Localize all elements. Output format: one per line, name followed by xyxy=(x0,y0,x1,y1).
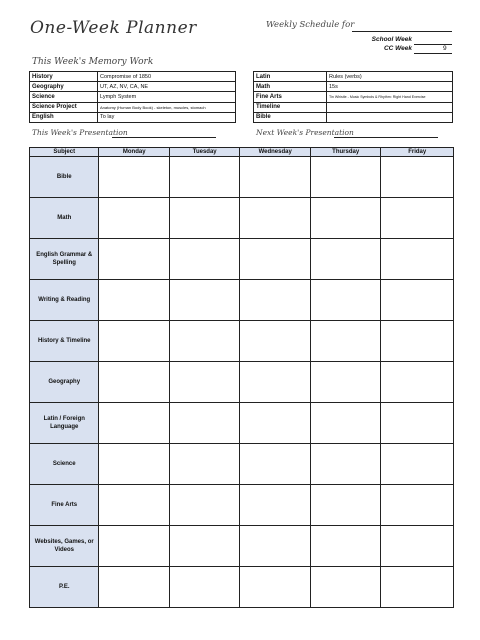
subject-label: Writing & Reading xyxy=(30,280,99,321)
memory-value[interactable]: Tin Whistle - Music Symbols & Rhythm: Right Hand Exercise xyxy=(327,92,453,102)
planner-cell-thursday[interactable] xyxy=(310,198,380,239)
planner-cell-tuesday[interactable] xyxy=(169,567,239,608)
planner-cell-friday[interactable] xyxy=(381,239,454,280)
memory-row xyxy=(254,82,453,92)
memory-subject: Bible xyxy=(254,112,327,122)
memory-subject: Geography xyxy=(30,82,98,92)
memory-value[interactable]: To lay xyxy=(98,112,236,122)
planner-cell-monday[interactable] xyxy=(99,403,169,444)
planner-cell-tuesday[interactable] xyxy=(169,403,239,444)
memory-subject: Math xyxy=(254,82,327,92)
next-week-presentation-field[interactable] xyxy=(334,137,438,138)
column-header-thursday: Thursday xyxy=(310,148,380,157)
memory-row xyxy=(30,112,236,122)
planner-cell-tuesday[interactable] xyxy=(169,280,239,321)
subject-label: Latin / Foreign Language xyxy=(30,403,99,444)
weekly-planner-grid xyxy=(29,147,454,608)
cc-week-value: 9 xyxy=(443,44,447,52)
planner-cell-wednesday[interactable] xyxy=(240,526,310,567)
memory-work-label: This Week's Memory Work xyxy=(32,57,154,67)
this-week-presentation-field[interactable] xyxy=(112,137,216,138)
next-week-presentation-label: Next Week's Presentation xyxy=(256,128,354,137)
memory-value[interactable]: Compromise of 1850 xyxy=(98,72,236,82)
memory-subject: Latin xyxy=(254,72,327,82)
column-header-wednesday: Wednesday xyxy=(240,148,310,157)
planner-cell-friday[interactable] xyxy=(381,321,454,362)
planner-cell-monday[interactable] xyxy=(99,321,169,362)
planner-cell-friday[interactable] xyxy=(381,526,454,567)
memory-value[interactable]: 15s xyxy=(327,82,453,92)
planner-row xyxy=(30,280,454,321)
weekly-schedule-label: Weekly Schedule for xyxy=(266,20,355,30)
planner-cell-monday[interactable] xyxy=(99,485,169,526)
planner-cell-tuesday[interactable] xyxy=(169,362,239,403)
memory-subject: Timeline xyxy=(254,102,327,112)
planner-cell-thursday[interactable] xyxy=(310,280,380,321)
planner-row xyxy=(30,403,454,444)
school-week-label: School Week xyxy=(371,36,412,43)
planner-cell-tuesday[interactable] xyxy=(169,198,239,239)
memory-subject: History xyxy=(30,72,98,82)
planner-row xyxy=(30,321,454,362)
planner-cell-friday[interactable] xyxy=(381,280,454,321)
planner-cell-wednesday[interactable] xyxy=(240,198,310,239)
column-header-monday: Monday xyxy=(99,148,169,157)
planner-cell-tuesday[interactable] xyxy=(169,321,239,362)
planner-cell-monday[interactable] xyxy=(99,280,169,321)
memory-subject: Science xyxy=(30,92,98,102)
planner-cell-wednesday[interactable] xyxy=(240,567,310,608)
planner-cell-monday[interactable] xyxy=(99,198,169,239)
planner-cell-tuesday[interactable] xyxy=(169,526,239,567)
planner-cell-thursday[interactable] xyxy=(310,403,380,444)
planner-cell-thursday[interactable] xyxy=(310,567,380,608)
planner-header-row xyxy=(30,148,454,157)
planner-row xyxy=(30,485,454,526)
planner-cell-monday[interactable] xyxy=(99,526,169,567)
planner-row xyxy=(30,198,454,239)
planner-cell-wednesday[interactable] xyxy=(240,280,310,321)
memory-value[interactable]: Lymph System xyxy=(98,92,236,102)
column-header-tuesday: Tuesday xyxy=(169,148,239,157)
column-header-subject: Subject xyxy=(30,148,99,157)
cc-week-field[interactable] xyxy=(414,53,452,54)
memory-row xyxy=(254,92,453,102)
planner-row xyxy=(30,567,454,608)
planner-cell-friday[interactable] xyxy=(381,403,454,444)
planner-cell-wednesday[interactable] xyxy=(240,403,310,444)
cc-week-label: CC Week xyxy=(383,45,412,52)
memory-value[interactable] xyxy=(327,112,453,122)
planner-cell-monday[interactable] xyxy=(99,239,169,280)
subject-label: Math xyxy=(30,198,99,239)
planner-cell-friday[interactable] xyxy=(381,444,454,485)
planner-cell-monday[interactable] xyxy=(99,444,169,485)
memory-row xyxy=(30,72,236,82)
planner-cell-friday[interactable] xyxy=(381,362,454,403)
planner-cell-tuesday[interactable] xyxy=(169,157,239,198)
planner-cell-tuesday[interactable] xyxy=(169,444,239,485)
planner-cell-wednesday[interactable] xyxy=(240,444,310,485)
memory-row xyxy=(30,92,236,102)
memory-subject: Science Project xyxy=(30,102,98,112)
this-week-presentation-label: This Week's Presentation xyxy=(32,128,128,137)
memory-subject: English xyxy=(30,112,98,122)
planner-cell-wednesday[interactable] xyxy=(240,485,310,526)
memory-value[interactable] xyxy=(327,102,453,112)
subject-label: Science xyxy=(30,444,99,485)
planner-cell-friday[interactable] xyxy=(381,567,454,608)
memory-work-table-left xyxy=(29,71,236,123)
planner-cell-thursday[interactable] xyxy=(310,526,380,567)
memory-row xyxy=(254,72,453,82)
memory-row xyxy=(30,82,236,92)
planner-cell-thursday[interactable] xyxy=(310,321,380,362)
planner-cell-wednesday[interactable] xyxy=(240,321,310,362)
planner-cell-monday[interactable] xyxy=(99,157,169,198)
memory-subject: Fine Arts xyxy=(254,92,327,102)
planner-cell-wednesday[interactable] xyxy=(240,362,310,403)
planner-cell-thursday[interactable] xyxy=(310,362,380,403)
memory-row xyxy=(254,102,453,112)
subject-label: English Grammar & Spelling xyxy=(30,239,99,280)
subject-label: History & Timeline xyxy=(30,321,99,362)
planner-cell-friday[interactable] xyxy=(381,485,454,526)
planner-cell-monday[interactable] xyxy=(99,362,169,403)
planner-cell-wednesday[interactable] xyxy=(240,157,310,198)
subject-label: Bible xyxy=(30,157,99,198)
memory-row xyxy=(30,102,236,112)
planner-row xyxy=(30,239,454,280)
planner-row xyxy=(30,362,454,403)
planner-cell-tuesday[interactable] xyxy=(169,485,239,526)
planner-cell-thursday[interactable] xyxy=(310,239,380,280)
planner-cell-friday[interactable] xyxy=(381,157,454,198)
subject-label: Websites, Games, or Videos xyxy=(30,526,99,567)
planner-cell-tuesday[interactable] xyxy=(169,239,239,280)
subject-label: P.E. xyxy=(30,567,99,608)
planner-row xyxy=(30,444,454,485)
memory-row xyxy=(254,112,453,122)
memory-value[interactable]: Anatomy (Human Body Book) - skeleton, muscles, stomach xyxy=(98,102,236,112)
planner-row xyxy=(30,526,454,567)
subject-label: Geography xyxy=(30,362,99,403)
planner-row xyxy=(30,157,454,198)
planner-cell-friday[interactable] xyxy=(381,198,454,239)
planner-cell-thursday[interactable] xyxy=(310,444,380,485)
memory-value[interactable]: UT, AZ, NV, CA, NE xyxy=(98,82,236,92)
memory-value[interactable]: Rules (verbs) xyxy=(327,72,453,82)
planner-cell-thursday[interactable] xyxy=(310,157,380,198)
planner-title: One-Week Planner xyxy=(30,18,197,38)
weekly-schedule-field[interactable] xyxy=(352,31,452,32)
memory-work-table-right xyxy=(253,71,453,123)
column-header-friday: Friday xyxy=(381,148,454,157)
planner-cell-thursday[interactable] xyxy=(310,485,380,526)
planner-cell-wednesday[interactable] xyxy=(240,239,310,280)
subject-label: Fine Arts xyxy=(30,485,99,526)
planner-cell-monday[interactable] xyxy=(99,567,169,608)
